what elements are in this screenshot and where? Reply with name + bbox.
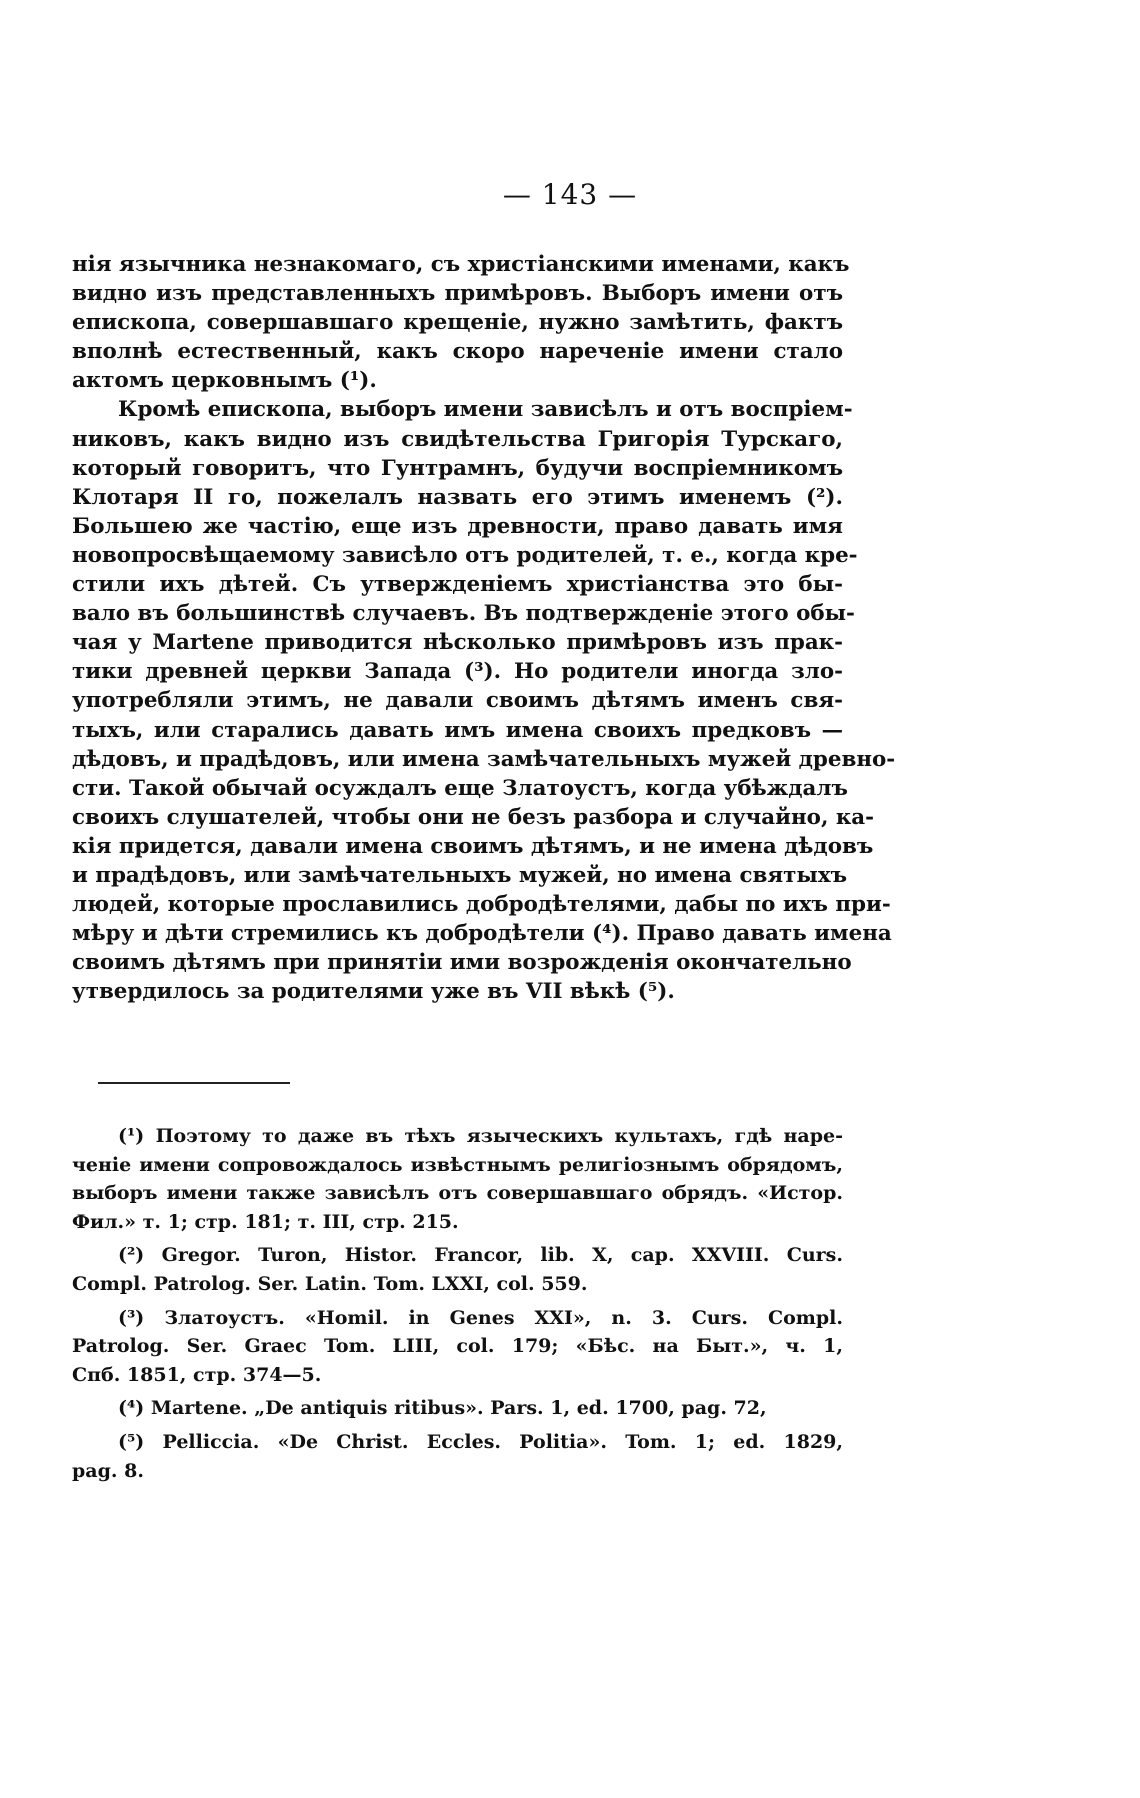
- text-line: тики древней церкви Запада (³). Но родители иногда зло-: [72, 659, 843, 685]
- text-line: нія язычника незнакомаго, съ христіанскими именами, какъ: [72, 252, 850, 277]
- main-text: [72, 250, 896, 1006]
- text-line: людей, которые прославились добродѣтелями, дабы по ихъ при-: [72, 892, 891, 918]
- footnote-line: (⁵) Pelliccia. «De Christ. Eccles. Politia». Tom. 1; ed. 1829,: [118, 1430, 843, 1453]
- text-line: епископа, совершавшаго крещеніе, нужно замѣтить, фактъ: [72, 310, 843, 336]
- text-line: сти. Такой обычай осуждалъ еще Златоустъ, когда убѣждалъ: [72, 775, 848, 801]
- footnote-line: (²) Gregor. Turon, Histor. Francor, lib. X, cap. XXVIII. Curs.: [118, 1244, 843, 1267]
- footnote-line: Compl. Patrolog. Ser. Latin. Tom. LXXI, col. 559.: [72, 1272, 588, 1295]
- text-line: чая у Martene приводится нѣсколько примѣровъ изъ прак-: [72, 630, 843, 656]
- text-line: который говоритъ, что Гунтрамнъ, будучи воспріемникомъ: [72, 455, 843, 481]
- footnote-5: [72, 1428, 843, 1485]
- footnote-2: [72, 1241, 843, 1298]
- page-number: — 143 —: [502, 178, 638, 211]
- text-line: никовъ, какъ видно изъ свидѣтельства Григорія Турскаго,: [72, 426, 843, 452]
- text-line: своихъ слушателей, чтобы они не безъ разбора и случайно, ка-: [72, 804, 875, 830]
- footnote-4: [72, 1394, 843, 1423]
- text-line: новопросвѣщаемому зависѣло отъ родителей, т. е., когда кре-: [72, 542, 858, 568]
- footnote-line: выборъ имени также зависѣлъ отъ совершавшаго обрядъ. «Истор.: [72, 1182, 843, 1205]
- footnote-line: pag. 8.: [72, 1459, 144, 1482]
- footnote-divider: [98, 1082, 290, 1084]
- footnotes: [72, 1122, 843, 1490]
- text-line: Клотаря II го, пожелалъ назвать его этимъ именемъ (²).: [72, 484, 843, 510]
- text-line: мѣру и дѣти стремились къ добродѣтели (⁴). Право давать имена: [72, 921, 892, 947]
- text-line: и прадѣдовъ, или замѣчательныхъ мужей, но имена святыхъ: [72, 862, 848, 888]
- text-line: Кромѣ епископа, выборъ имени зависѣлъ и отъ воспріем-: [118, 397, 853, 423]
- text-line: стили ихъ дѣтей. Съ утвержденіемъ христіанства это бы-: [72, 572, 843, 598]
- text-line: актомъ церковнымъ (¹).: [72, 368, 377, 394]
- text-line: кія придется, давали имена своимъ дѣтямъ, и не имена дѣдовъ: [72, 833, 874, 859]
- footnote-line: Patrolog. Ser. Graec Tom. LIII, col. 179; «Бѣс. на Быт.», ч. 1,: [72, 1335, 843, 1358]
- text-line: дѣдовъ, и прадѣдовъ, или имена замѣчательныхъ мужей древно-: [72, 746, 896, 772]
- footnote-line: Спб. 1851, стр. 374—5.: [72, 1363, 322, 1386]
- footnote-line: (⁴) Martene. „De antiquis ritibus». Pars. 1, ed. 1700, pag. 72,: [118, 1397, 767, 1420]
- footnote-line: (¹) Поэтому то даже въ тѣхъ языческихъ культахъ, гдѣ наре-: [118, 1125, 843, 1147]
- footnote-line: Фил.» т. 1; стр. 181; т. III, стр. 215.: [72, 1210, 459, 1233]
- text-line: вало въ большинствѣ случаевъ. Въ подтвержденіе этого обы-: [72, 601, 855, 627]
- text-line: Большею же частію, еще изъ древности, право давать имя: [72, 513, 843, 539]
- footnote-line: (³) Златоустъ. «Homil. in Genes XXI», n. 3. Curs. Compl.: [118, 1306, 843, 1329]
- text-line: утвердилось за родителями уже въ VII вѣкѣ (⁵).: [72, 979, 675, 1005]
- text-line: своимъ дѣтямъ при принятіи ими возрожденія окончательно: [72, 950, 852, 976]
- footnote-line: ченіе имени сопровождалось извѣстнымъ религіознымъ обрядомъ,: [72, 1153, 843, 1176]
- text-line: вполнѣ естественный, какъ скоро нареченіе имени стало: [72, 339, 843, 365]
- footnote-3: [72, 1304, 843, 1390]
- text-line: видно изъ представленныхъ примѣровъ. Выборъ имени отъ: [72, 281, 843, 307]
- footnote-1: [72, 1122, 843, 1236]
- text-line: тыхъ, или старались давать имъ имена своихъ предковъ —: [72, 717, 843, 743]
- text-line: употребляли этимъ, не давали своимъ дѣтямъ именъ свя-: [72, 688, 843, 714]
